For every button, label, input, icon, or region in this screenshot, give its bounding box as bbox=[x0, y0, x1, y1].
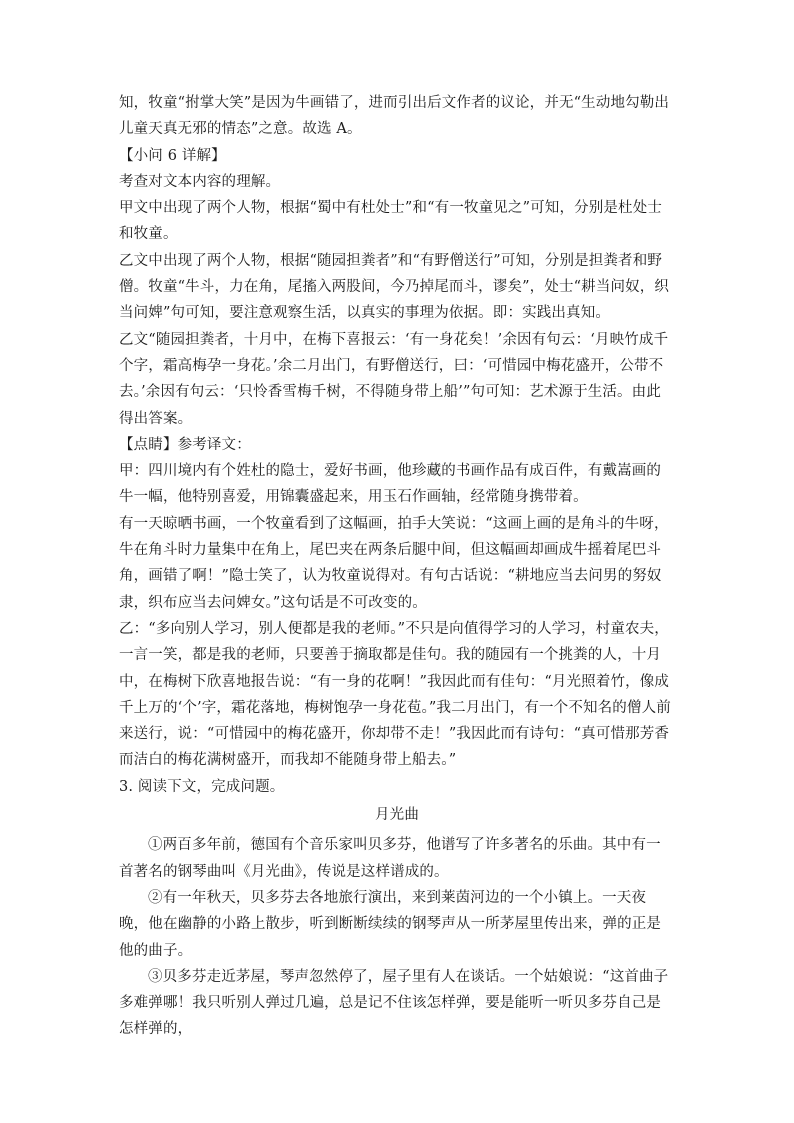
question-6-intro: 考查对文本内容的理解。 bbox=[119, 173, 281, 190]
translation-b-paragraph: 乙：“多向别人学习，别人便都是我的老师。”不只是向值得学习的人学习，村童农夫，一言一笑，都是我的老师，只要善于摘取都是佳句。我的随园有一个挑粪的人，十月中，在梅树下欣喜地报告说：“有一身的花啊！”我因此而有佳句：“月光照着竹，像成千上万的‘个’字，霜花落地，梅树饱孕一身花苞。”我二月出门，有一个不知名的僧人前来送行，说：“可惜园中的梅花盛开，你却带不走！”我因此而有诗句：“真可惜那芳香而洁白的梅花满树盛开，而我却不能随身带上船去。” bbox=[119, 620, 671, 769]
question-3-prompt: 3. 阅读下文，完成问题。 bbox=[119, 778, 285, 795]
text-a-analysis: 甲文中出现了两个人物，根据“蜀中有杜处士”和“有一牧童见之”可知，分别是杜处士和牧童。 bbox=[119, 200, 662, 243]
story-paragraph-2: ②有一年秋天，贝多芬去各地旅行演出，来到莱茵河边的一个小镇上。一天夜晚，他在幽静的小路上散步，听到断断续续的钢琴声从一所茅屋里传出来，弹的正是他的曲子。 bbox=[119, 889, 662, 959]
reference-translation-heading: 【点睛】参考译文： bbox=[119, 436, 251, 453]
story-paragraph-3: ③贝多芬走近茅屋，琴声忽然停了，屋子里有人在谈话。一个姑娘说：“这首曲子多难弹哪！我只听别人弹过几遍，总是记不住该怎样弹，要是能听一听贝多芬自己是怎样弹的， bbox=[119, 968, 669, 1038]
translation-a-paragraph-2: 有一天晾晒书画，一个牧童看到了这幅画，拍手大笑说：“这画上画的是角斗的牛呀，牛在角斗时力量集中在角上，尾巴夹在两条后腿中间，但这幅画却画成牛摇着尾巴斗角，画错了啊！”隐士笑了，认为牧童说得对。有句古话说：“耕地应当去问男的努奴隶，织布应当去问婢女。”这句话是不可改变的。 bbox=[119, 515, 669, 611]
answer-explanation-continued: 知，牧童“拊掌大笑”是因为牛画错了，进而引出后文作者的议论，并无“生动地勾勒出儿童天真无邪的情态”之意。故选 A。 bbox=[119, 95, 670, 138]
text-b-analysis: 乙文中出现了两个人物，根据“随园担粪者”和“有野僧送行”可知，分别是担粪者和野僧。牧童“牛斗，力在角，尾搐入两股间，今乃掉尾而斗，谬矣”，处士“耕当问奴，织当问婢”句可知，要注意观察生活，以真实的事理为依据。即：实践出真知。 bbox=[119, 252, 670, 322]
translation-a-paragraph-1: 甲：四川境内有个姓杜的隐士，爱好书画，他珍藏的书画作品有成百件，有戴嵩画的牛一幅，他特别喜爱，用锦囊盛起来，用玉石作画轴，经常随身携带着。 bbox=[119, 463, 662, 506]
question-6-heading: 【小问 6 详解】 bbox=[119, 147, 226, 164]
text-b-conclusion: 乙文“随园担粪者，十月中，在梅下喜报云：‘有一身花矣！’余因有句云：‘月映竹成千个字，霜高梅孕一身花。’余二月出门，有野僧送行，曰：‘可惜园中梅花盛开，公带不去。’余因有句云：‘只怜香雪梅千树，不得随身带上船’”句可知：艺术源于生活。由此得出答案。 bbox=[119, 331, 669, 427]
document-page bbox=[119, 90, 675, 1043]
story-title: 月光曲 bbox=[375, 807, 419, 824]
story-paragraph-1: ①两百多年前，德国有个音乐家叫贝多芬，他谱写了许多著名的乐曲。其中有一首著名的钢琴曲叫《月光曲》，传说是这样谱成的。 bbox=[119, 837, 661, 880]
